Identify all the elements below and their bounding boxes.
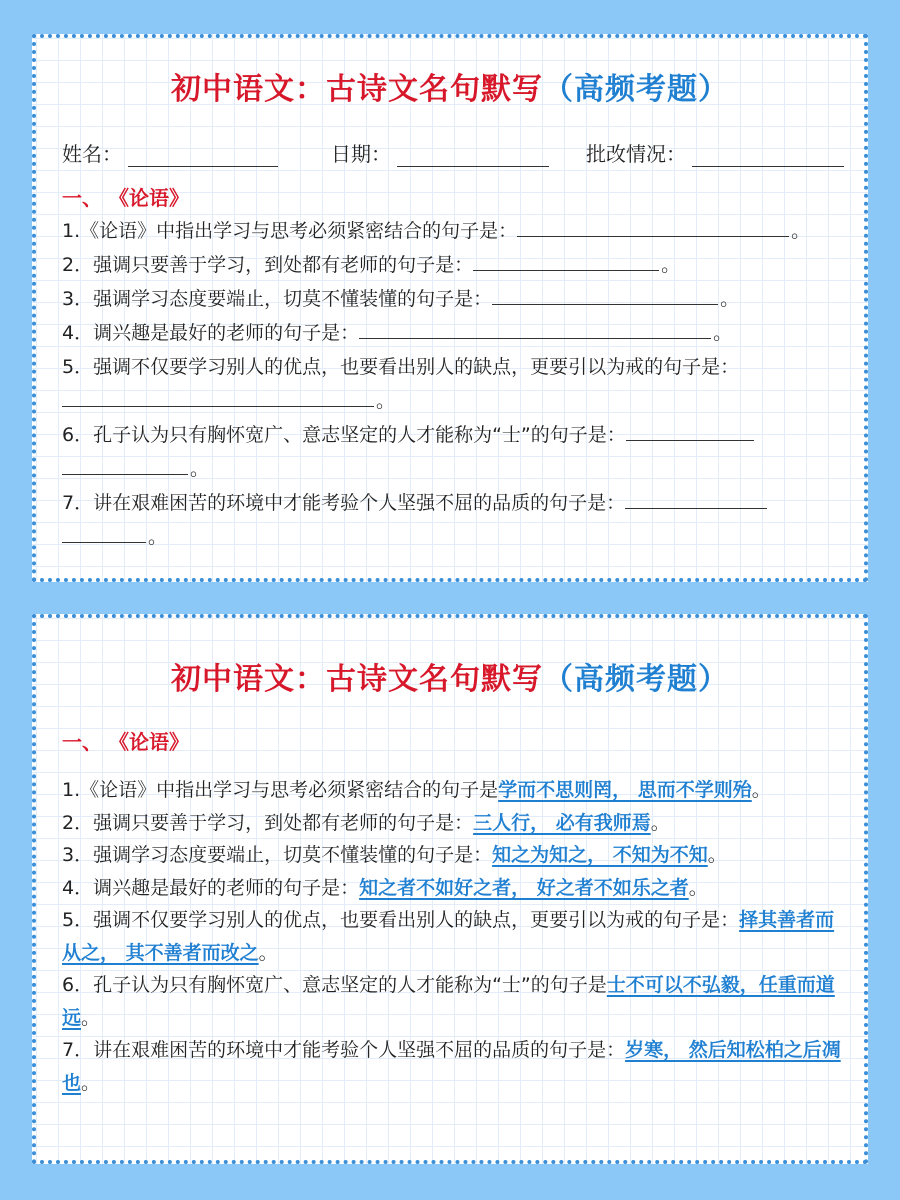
answer-text: 岁寒， 然后知松柏之后凋也 — [62, 1039, 841, 1094]
answer-card — [32, 614, 868, 1164]
section-heading: 一、 《论语》 — [62, 730, 189, 754]
answer-text: 知之者不如好之者， 好之者不如乐之者 — [359, 876, 689, 899]
question-item: 1.《论语》中指出学习与思考必须紧密结合的句子是： 。 — [62, 214, 846, 248]
answer-item: 2．强调只要善于学习，到处都有老师的句子是：三人行， 必有我师焉。 — [62, 811, 670, 834]
answer-blank[interactable] — [626, 418, 754, 441]
question-text: 5．强调不仅要学习别人的优点，也要看出别人的缺点，更要引以为戒的句子是： — [62, 909, 740, 931]
question-list — [62, 214, 846, 554]
question-text: 1.《论语》中指出学习与思考必须紧密结合的句子是： — [62, 220, 518, 242]
question-text: 5．强调不仅要学习别人的优点，也要看出别人的缺点，更要引以为戒的句子是： — [62, 356, 740, 378]
name-blank[interactable] — [128, 144, 278, 167]
name-label: 姓名： — [62, 142, 122, 166]
answer-blank[interactable] — [625, 486, 767, 509]
grade-blank[interactable] — [692, 144, 844, 167]
question-text: 4．调兴趣是最好的老师的句子是： — [62, 322, 360, 344]
question-item: 4．调兴趣是最好的老师的句子是： 。 — [62, 316, 846, 350]
answer-item: 4．调兴趣是最好的老师的句子是：知之者不如好之者， 好之者不如乐之者。 — [62, 876, 708, 899]
answer-blank[interactable] — [62, 520, 146, 543]
worksheet-title — [36, 64, 864, 108]
answer-blank[interactable] — [492, 282, 718, 305]
question-item — [62, 350, 846, 384]
answer-item: 1.《论语》中指出学习与思考必须紧密结合的句子是学而不思则罔， 思而不学则殆。 — [62, 779, 771, 801]
answer-blank[interactable] — [359, 316, 711, 339]
answer-item: 6．孔子认为只有胸怀宽广、意志坚定的人才能称为“士”的句子是士不可以不弘毅，任重而道远。 — [62, 974, 835, 1029]
answer-text: 知之为知之， 不知为不知 — [492, 844, 708, 866]
answer-blank[interactable] — [62, 384, 374, 407]
student-info-row — [62, 138, 844, 167]
date-field[interactable] — [331, 138, 586, 167]
answer-text: 择其善者而从之， 其不善者而改之 — [62, 909, 835, 964]
question-text: 3．强调学习态度要端止，切莫不懂装懂的句子是： — [62, 288, 493, 310]
question-text: 4．调兴趣是最好的老师的句子是： — [62, 876, 360, 899]
section-heading: 一、 《论语》 — [62, 186, 189, 210]
answer-text: 学而不思则罔， 思而不学则殆 — [498, 779, 752, 801]
title-tag: （高频考题） — [543, 662, 729, 697]
name-field[interactable] — [62, 138, 331, 167]
question-text: 6．孔子认为只有胸怀宽广、意志坚定的人才能称为“士”的句子是 — [62, 974, 607, 996]
answer-blank[interactable] — [62, 452, 188, 475]
grade-label: 批改情况： — [586, 142, 686, 166]
question-text: 2．强调只要善于学习，到处都有老师的句子是： — [62, 254, 474, 276]
question-text: 7．讲在艰难困苦的环境中才能考验个人坚强不屈的品质的句子是： — [62, 492, 626, 514]
worksheet-card — [32, 34, 868, 582]
title-main: 初中语文：古诗文名句默写 — [171, 662, 543, 697]
question-text: 3．强调学习态度要端止，切莫不懂装懂的句子是： — [62, 844, 493, 866]
title-main: 初中语文：古诗文名句默写 — [171, 72, 543, 107]
question-text: 1.《论语》中指出学习与思考必须紧密结合的句子是 — [62, 779, 499, 801]
answer-blank[interactable] — [517, 214, 789, 237]
question-text: 2．强调只要善于学习，到处都有老师的句子是： — [62, 811, 474, 834]
question-continuation: 。 — [62, 384, 846, 418]
answer-blank[interactable] — [473, 248, 659, 271]
answer-item: 7．讲在艰难困苦的环境中才能考验个人坚强不屈的品质的句子是：岁寒， 然后知松柏之后凋也。 — [62, 1039, 841, 1094]
answer-item: 3．强调学习态度要端止，切莫不懂装懂的句子是：知之为知之， 不知为不知。 — [62, 844, 727, 866]
answer-text: 三人行， 必有我师焉 — [473, 811, 651, 834]
title-tag: （高频考题） — [543, 72, 729, 107]
answer-title — [36, 654, 864, 698]
date-label: 日期： — [330, 142, 391, 166]
question-continuation: 。 — [62, 452, 846, 486]
question-continuation: 。 — [62, 520, 846, 554]
question-text: 6．孔子认为只有胸怀宽广、意志坚定的人才能称为“士”的句子是： — [62, 424, 626, 446]
question-item: 3．强调学习态度要端止，切莫不懂装懂的句子是： 。 — [62, 282, 846, 316]
answer-item: 5．强调不仅要学习别人的优点，也要看出别人的缺点，更要引以为戒的句子是：择其善者而从之， 其不善者而改之。 — [62, 909, 835, 964]
question-item — [62, 418, 846, 452]
question-item: 2．强调只要善于学习，到处都有老师的句子是： 。 — [62, 248, 846, 282]
answer-text: 士不可以不弘毅，任重而道远 — [62, 974, 835, 1029]
answer-list — [62, 774, 846, 1099]
date-blank[interactable] — [397, 144, 549, 167]
grade-field[interactable] — [586, 138, 844, 167]
question-text: 7．讲在艰难困苦的环境中才能考验个人坚强不屈的品质的句子是： — [62, 1039, 626, 1061]
question-item — [62, 486, 846, 520]
